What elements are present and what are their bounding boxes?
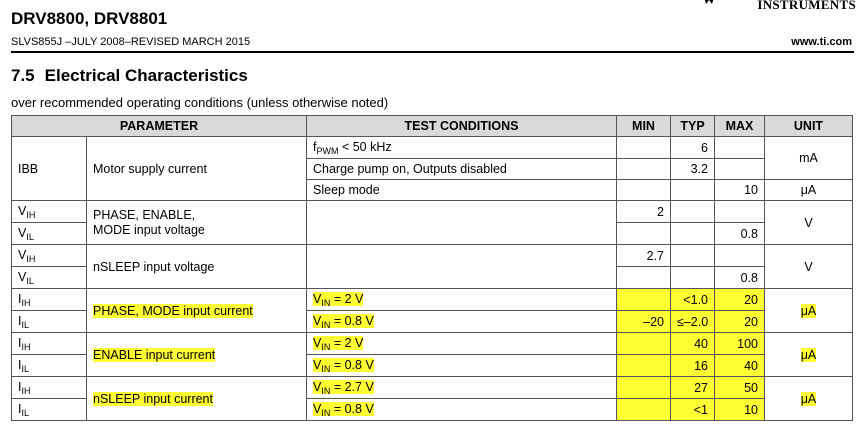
nsleep-vih-typ xyxy=(671,245,715,267)
ns-iil-symbol: $I_{IL}$ xyxy=(12,399,87,421)
nsleep-voltage-conditions xyxy=(307,245,617,289)
nsleep-voltage-description: nSLEEP input voltage xyxy=(87,245,307,289)
nsleep-vih-symbol: $V_{IH}$ xyxy=(12,245,87,267)
ibb-cond-chargepump: Charge pump on, Outputs disabled xyxy=(307,159,617,180)
brand-name: INSTRUMENTS xyxy=(757,0,856,12)
pm-current-description: PHASE, MODE input current xyxy=(87,289,307,333)
ns-iih-min xyxy=(617,377,671,399)
ibb-cp-min xyxy=(617,159,671,180)
ns-cond-vil: $V_{IN} = 0.8$ V xyxy=(307,399,617,421)
pem-conditions xyxy=(307,201,617,245)
section-heading xyxy=(11,66,248,86)
site-url[interactable]: www.ti.com xyxy=(791,36,852,48)
ibb-sleep-typ xyxy=(671,180,715,201)
pem-unit: V xyxy=(765,201,853,245)
nsleep-voltage-unit: V xyxy=(765,245,853,289)
pm-iih-max: 20 xyxy=(715,289,765,311)
col-test-conditions: TEST CONDITIONS xyxy=(307,116,617,137)
nsleep-vil-symbol: $V_{IL}$ xyxy=(12,267,87,289)
ns-current-unit: μA xyxy=(765,377,853,421)
ibb-sleep-min xyxy=(617,180,671,201)
pm-cond-vih: $V_{IN} = 2$ V xyxy=(307,289,617,311)
en-cond-vih: $V_{IN} = 2$ V xyxy=(307,333,617,355)
en-iil-min xyxy=(617,355,671,377)
pm-iih-typ: <1.0 xyxy=(671,289,715,311)
ns-iih-max: 50 xyxy=(715,377,765,399)
en-iih-typ: 40 xyxy=(671,333,715,355)
ibb-cp-max xyxy=(715,159,765,180)
part-numbers: DRV8800, DRV8801 xyxy=(11,9,168,28)
ibb-cp-typ: 3.2 xyxy=(671,159,715,180)
col-typ: TYP xyxy=(671,116,715,137)
ibb-unit-ua: μA xyxy=(765,180,853,201)
ns-iih-symbol: $I_{IH}$ xyxy=(12,377,87,399)
ibb-pwm-max xyxy=(715,137,765,159)
table-row xyxy=(12,289,853,311)
electrical-characteristics-table xyxy=(11,115,853,421)
nsleep-vil-min xyxy=(617,267,671,289)
col-max: MAX xyxy=(715,116,765,137)
ibb-unit-ma: mA xyxy=(765,137,853,180)
ibb-sleep-max: 10 xyxy=(715,180,765,201)
ibb-symbol: IBB xyxy=(12,137,87,201)
col-min: MIN xyxy=(617,116,671,137)
pem-vih-typ xyxy=(671,201,715,223)
en-current-description: ENABLE input current xyxy=(87,333,307,377)
ns-iil-max: 10 xyxy=(715,399,765,421)
pem-vil-typ xyxy=(671,223,715,245)
col-unit: UNIT xyxy=(765,116,853,137)
ibb-pwm-typ: 6 xyxy=(671,137,715,159)
en-iil-max: 40 xyxy=(715,355,765,377)
pem-vil-symbol: $V_{IL}$ xyxy=(12,223,87,245)
pm-iil-max: 20 xyxy=(715,311,765,333)
table-row xyxy=(12,137,853,159)
ibb-description: Motor supply current xyxy=(87,137,307,201)
nsleep-vih-max xyxy=(715,245,765,267)
table-row xyxy=(12,333,853,355)
en-iih-max: 100 xyxy=(715,333,765,355)
section-number: 7.5 xyxy=(11,66,35,85)
section-title: Electrical Characteristics xyxy=(44,66,248,85)
ibb-cond-sleep: Sleep mode xyxy=(307,180,617,201)
nsleep-vih-min: 2.7 xyxy=(617,245,671,267)
pm-cond-vil: $V_{IN} = 0.8$ V xyxy=(307,311,617,333)
ti-logo-icon xyxy=(702,0,716,6)
ns-iih-typ: 27 xyxy=(671,377,715,399)
ns-cond-vih: $V_{IN} = 2.7$ V xyxy=(307,377,617,399)
pem-vih-max xyxy=(715,201,765,223)
pm-iil-symbol: $I_{IL}$ xyxy=(12,311,87,333)
ibb-pwm-min xyxy=(617,137,671,159)
pm-iil-min: –20 xyxy=(617,311,671,333)
ns-iil-typ: <1 xyxy=(671,399,715,421)
ns-iil-min xyxy=(617,399,671,421)
en-cond-vil: $V_{IN} = 0.8$ V xyxy=(307,355,617,377)
nsleep-vil-max: 0.8 xyxy=(715,267,765,289)
table-row xyxy=(12,201,853,223)
en-iil-symbol: $I_{IL}$ xyxy=(12,355,87,377)
col-parameter: PARAMETER xyxy=(12,116,307,137)
pem-vih-min: 2 xyxy=(617,201,671,223)
nsleep-vil-typ xyxy=(671,267,715,289)
ibb-cond-pwm: $f_{PWM} < 50$ kHz xyxy=(307,137,617,159)
pem-vih-symbol: $V_{IH}$ xyxy=(12,201,87,223)
ns-current-description: nSLEEP input current xyxy=(87,377,307,421)
table-row xyxy=(12,377,853,399)
header-rule xyxy=(11,51,854,53)
en-iil-typ: 16 xyxy=(671,355,715,377)
en-iih-min xyxy=(617,333,671,355)
pem-description: PHASE, ENABLE, MODE input voltage xyxy=(87,201,307,245)
conditions-note: over recommended operating conditions (unless otherwise noted) xyxy=(11,95,389,110)
pm-iil-typ: ≤–2.0 xyxy=(671,311,715,333)
pm-iih-symbol: $I_{IH}$ xyxy=(12,289,87,311)
en-current-unit: μA xyxy=(765,333,853,377)
en-iih-symbol: $I_{IH}$ xyxy=(12,333,87,355)
pm-iih-min xyxy=(617,289,671,311)
document-id: SLVS855J –JULY 2008–REVISED MARCH 2015 xyxy=(11,36,251,48)
pem-vil-max: 0.8 xyxy=(715,223,765,245)
pm-current-unit: μA xyxy=(765,289,853,333)
pem-vil-min xyxy=(617,223,671,245)
table-row xyxy=(12,245,853,267)
table-header-row xyxy=(12,116,853,137)
